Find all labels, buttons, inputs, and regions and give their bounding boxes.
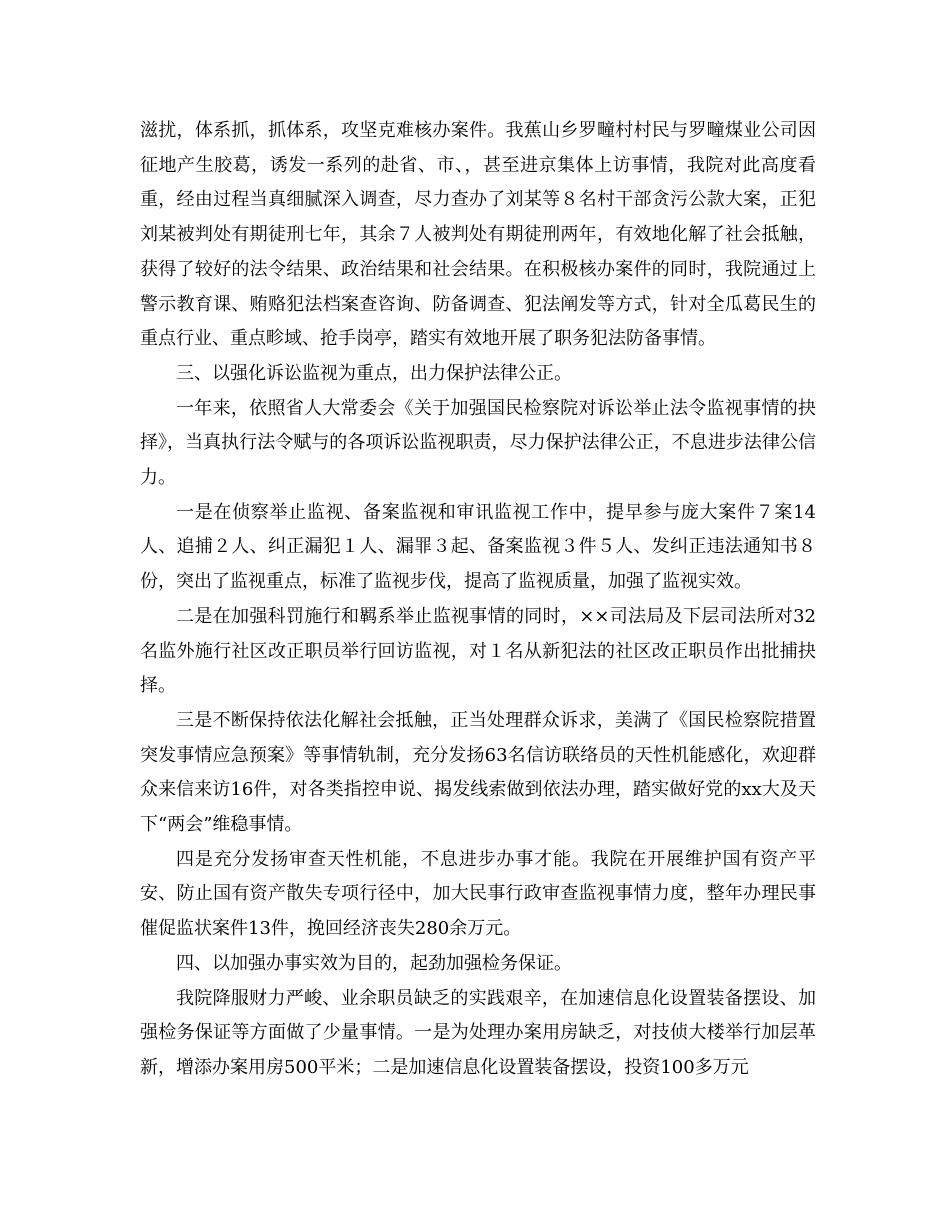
document-body [140,114,816,1086]
body-paragraph: 一年来，依照省人大常委会《关于加强国民检察院对诉讼举止法令监视事情的抉择》，当真执行法令赋与的各项诉讼监视职责，尽力保护法律公正，不息进步法律公信力。 [140,397,816,489]
body-paragraph: 四、以加强办事实效为目的，起劲加强检务保证。 [176,952,572,974]
body-paragraph: 三是不断保持依法化解社会抵触，正当处理群众诉求，美满了《国民检察院措置突发事情应急预案》等事情轨制，充分发扬63名信访联络员的天性机能感化，欢迎群众来信来访16件，对各类指控申说、揭发线索做到依法办理，踏实做好党的xx大及天下“两会”维稳事情。 [140,709,816,836]
body-paragraph: 三、以强化诉讼监视为重点，出力保护法律公正。 [176,362,572,384]
body-paragraph: 滋扰，体系抓，抓体系，攻坚克难核办案件。我蕉山乡罗疃村村民与罗疃煤业公司因征地产生胶葛，诱发一系列的赴省、市、，甚至进京集体上访事情，我院对此高度看重，经由过程当真细腻深入调查，尽力查办了刘某等８名村干部贪污公款大案，正犯刘某被判处有期徒刑七年，其余７人被判处有期徒刑两年，有效地化解了社会抵触，获得了较好的法令结果、政治结果和社会结果。在积极核办案件的同时，我院通过上警示教育课、贿赂犯法档案查咨询、防备调查、犯法阐发等方式，针对全瓜葛民生的重点行业、重点畛域、抢手岗亭，踏实有效地开展了职务犯法防备事情。 [140,120,816,350]
body-paragraph: 我院降服财力严峻、业余职员缺乏的实践艰辛，在加速信息化设置装备摆设、加强检务保证等方面做了少量事情。一是为处理办案用房缺乏，对技侦大楼举行加层革新，增添办案用房500平米；二是加速信息化设置装备摆设，投资100多万元 [140,987,816,1078]
body-paragraph: 四是充分发扬审查天性机能，不息进步办事才能。我院在开展维护国有资产平安、防止国有资产散失专项行径中，加大民事行政审查监视事情力度，整年办理民事催促监状案件13件，挽回经济丧失280余万元。 [140,848,816,940]
body-paragraph: 一是在侦察举止监视、备案监视和审讯监视工作中，提早参与庞大案件７案14人、追捕２人、纠正漏犯１人、漏罪３起、备案监视３件５人、发纠正违法通知书８份，突出了监视重点，标准了监视步伐，提高了监视质量，加强了监视实效。 [140,501,816,593]
body-paragraph: 二是在加强科罚施行和羁系举止监视事情的同时，××司法局及下层司法所对32名监外施行社区改正职员举行回访监视，对１名从新犯法的社区改正职员作出批捕抉择。 [140,605,816,697]
